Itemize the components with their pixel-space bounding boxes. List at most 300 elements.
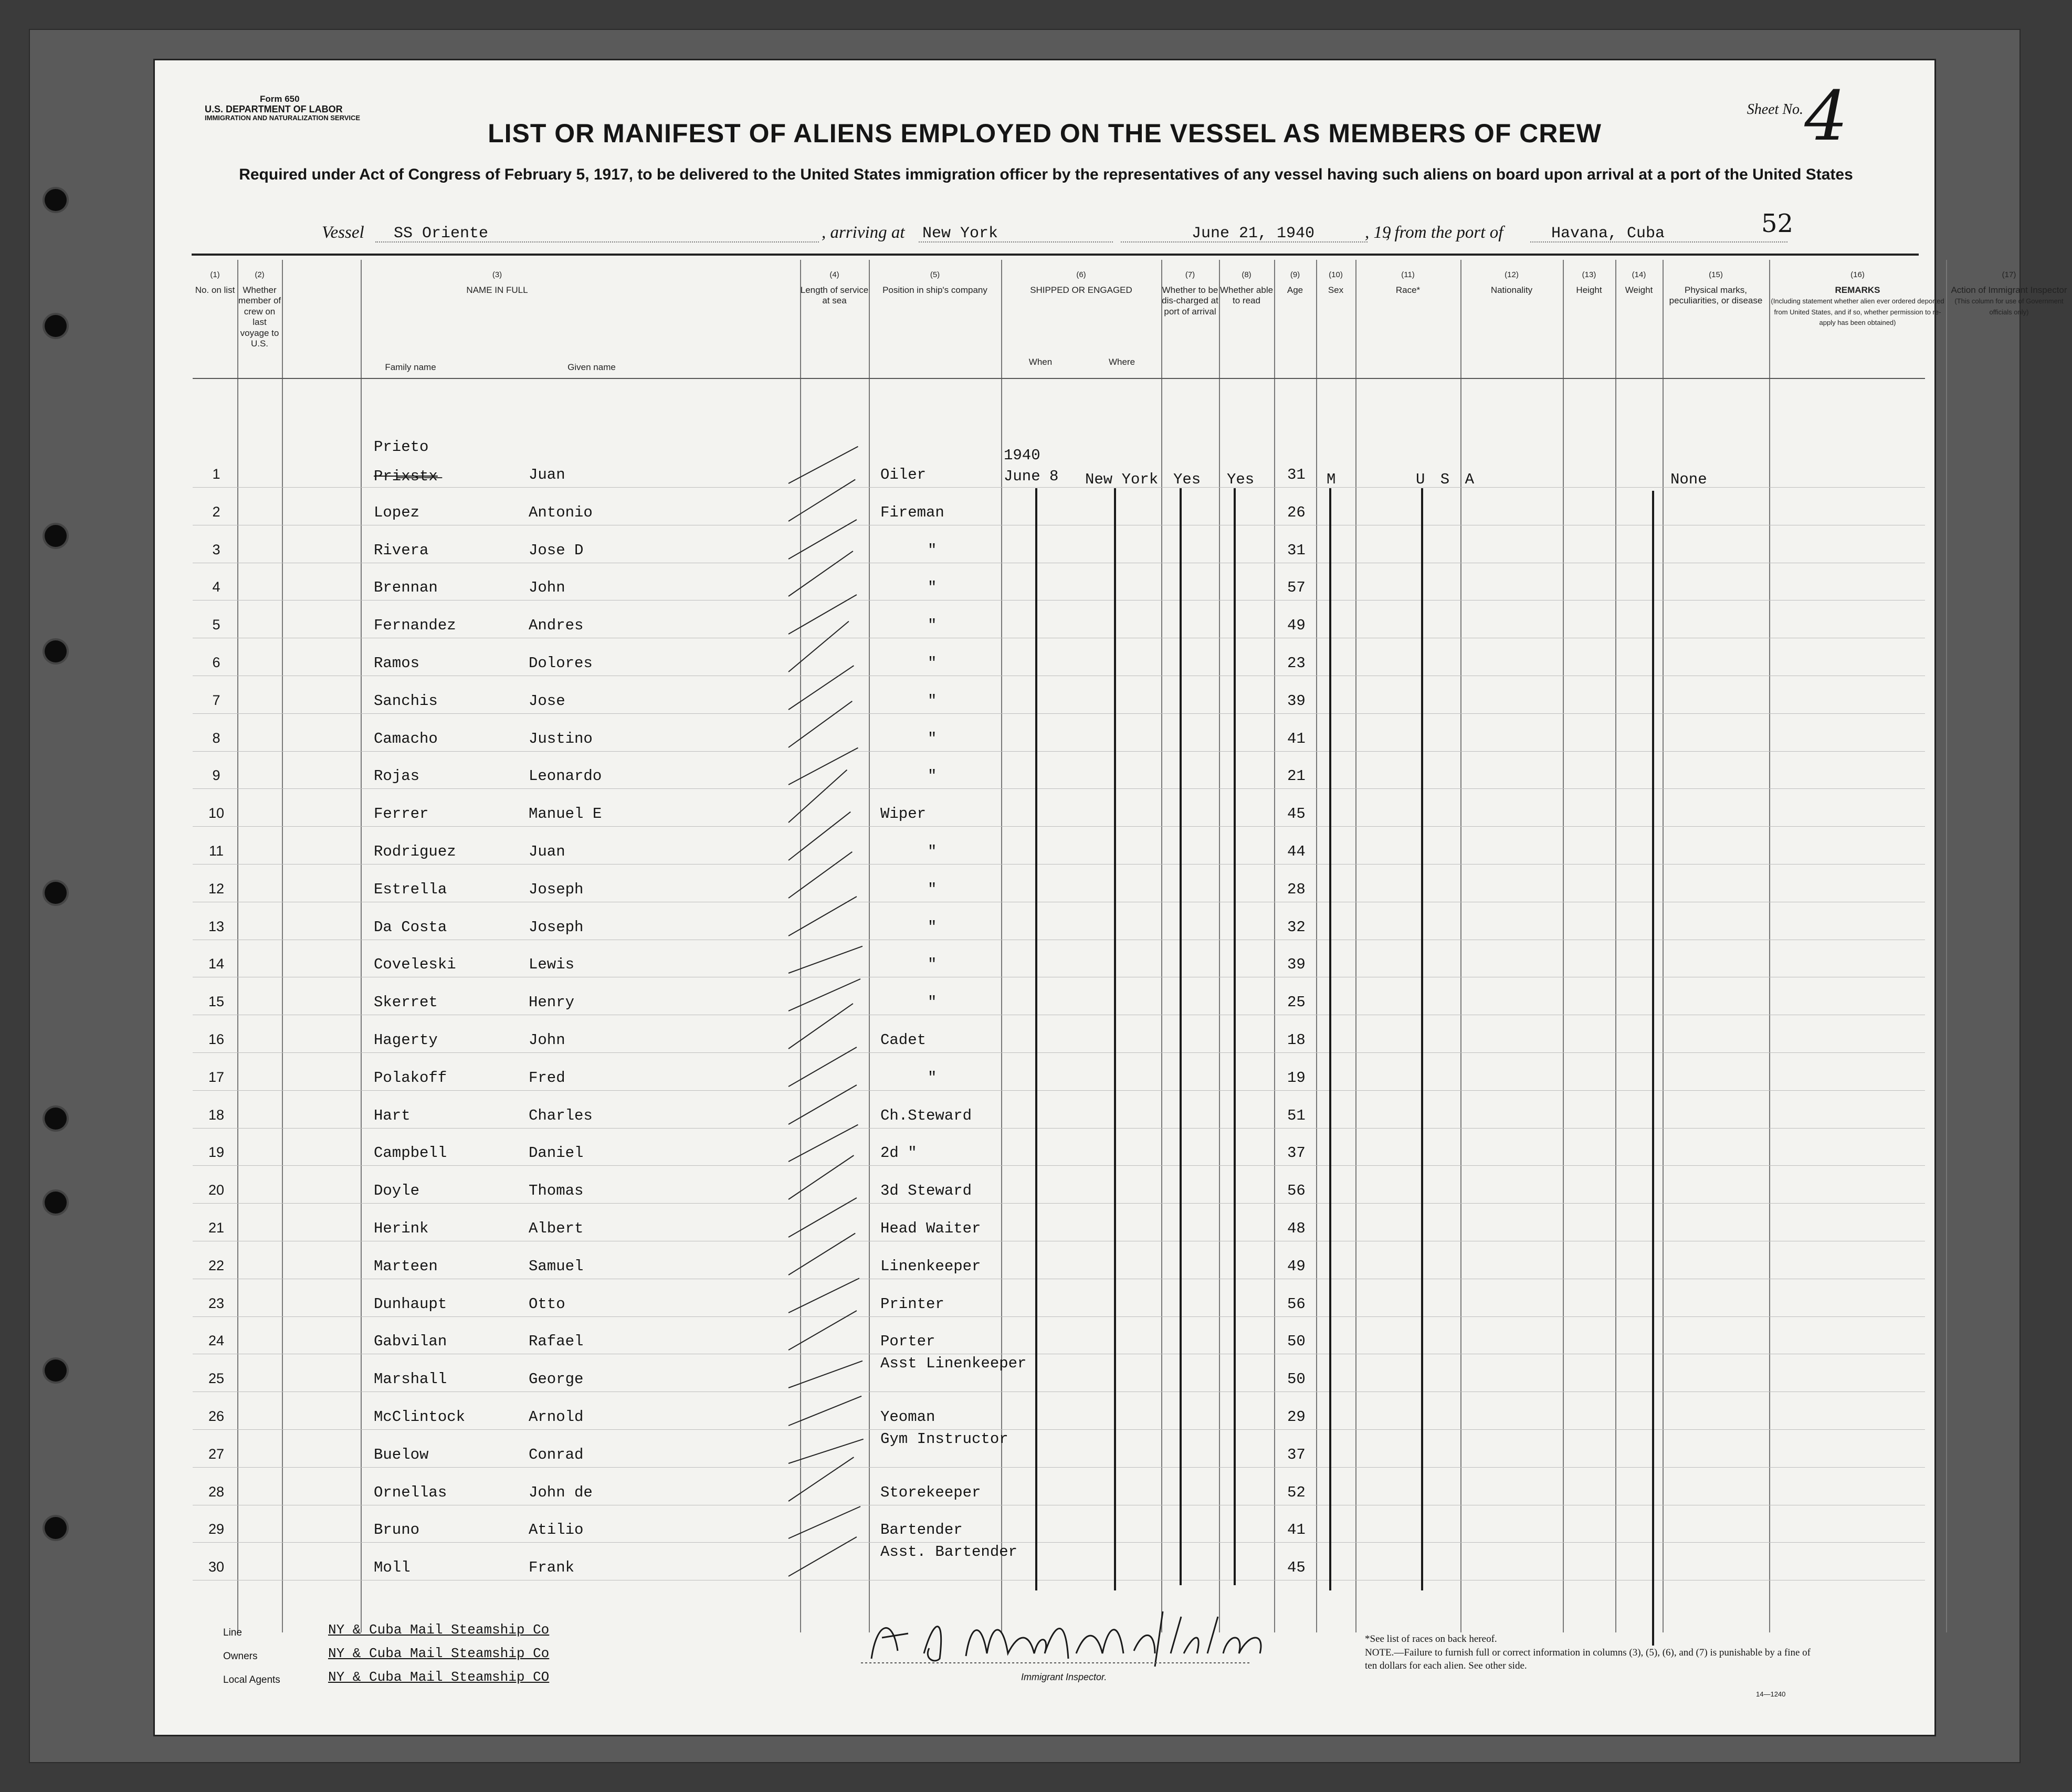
given-name: Albert <box>529 1220 584 1237</box>
column-number: (16) <box>1850 270 1865 279</box>
check-mark <box>788 851 853 899</box>
position: Head Waiter <box>880 1220 981 1237</box>
given-name: Rafael <box>529 1333 584 1351</box>
column-title: Whether member of crew on last voyage to U.S. <box>238 285 281 349</box>
position: Oiler <box>880 466 927 483</box>
column-divider <box>1219 260 1220 1632</box>
family-name: Doyle <box>374 1182 420 1200</box>
age: 45 <box>1287 1559 1306 1577</box>
row-number: 25 <box>208 1371 225 1387</box>
age: 50 <box>1287 1371 1306 1388</box>
crew-table <box>193 260 2067 1632</box>
position: " <box>928 767 937 785</box>
age: 49 <box>1287 617 1306 635</box>
column-title: Age <box>1287 285 1303 295</box>
row-rule <box>193 1128 1925 1129</box>
column-number: (4) <box>829 270 839 279</box>
position: " <box>928 730 937 747</box>
check-mark <box>788 446 858 484</box>
column-header <box>1460 270 1563 296</box>
binder-hole <box>45 640 67 662</box>
age: 26 <box>1287 503 1306 521</box>
family-name: Coveleski <box>374 956 456 974</box>
given-name: Fred <box>529 1069 565 1087</box>
row-rule <box>193 826 1925 827</box>
column-title: REMARKS <box>1835 285 1880 295</box>
age: 37 <box>1287 1446 1306 1463</box>
races-note: *See list of races on back hereof. <box>1365 1633 1497 1645</box>
column-divider <box>1161 260 1162 1632</box>
column-number: (11) <box>1401 270 1415 279</box>
age: 49 <box>1287 1257 1306 1275</box>
given-name: Juan <box>529 466 565 483</box>
column-number: (15) <box>1709 270 1723 279</box>
check-mark <box>788 1155 854 1200</box>
column-number: (5) <box>930 270 940 279</box>
sheet-number: 4 <box>1804 76 1848 156</box>
given-name: Juan <box>529 843 565 860</box>
from-port-label: , from the port of <box>1386 223 1503 242</box>
year-label: , 19 <box>1365 223 1391 242</box>
struck-family-name: Pri̶x̶s̶t̶x̶ <box>374 468 438 485</box>
row-rule <box>193 1467 1925 1468</box>
row-rule <box>193 1165 1925 1166</box>
row-number: 28 <box>208 1483 225 1500</box>
binder-hole <box>45 189 67 211</box>
family-name: Rojas <box>374 767 420 785</box>
column-number: (12) <box>1505 270 1519 279</box>
age: 31 <box>1287 466 1306 483</box>
column-header <box>237 270 282 349</box>
column-header <box>1615 270 1663 296</box>
family-name: Bruno <box>374 1521 420 1539</box>
position: " <box>928 579 937 597</box>
form-number: Form 650 <box>260 94 300 104</box>
given-name: Jose <box>529 692 565 710</box>
local-agents-value: NY & Cuba Mail Steamship CO <box>328 1669 550 1685</box>
column-subheader: Given name <box>567 362 616 372</box>
column-number: (2) <box>255 270 265 279</box>
age: 57 <box>1287 579 1306 597</box>
column-divider <box>1316 260 1317 1632</box>
family-name: Gabvilan <box>374 1333 447 1351</box>
column-header <box>1219 270 1274 307</box>
row-number: 10 <box>208 805 225 821</box>
family-name: Moll <box>374 1559 411 1577</box>
vessel-label: Vessel <box>322 223 364 242</box>
family-name: Marshall <box>374 1371 447 1388</box>
check-mark <box>788 701 853 748</box>
family-name: McClintock <box>374 1408 466 1426</box>
check-mark <box>788 551 853 597</box>
family-name: Polakoff <box>374 1069 447 1087</box>
row-number: 2 <box>212 503 220 520</box>
family-name-correction: Prieto <box>374 438 429 456</box>
owners-value: NY & Cuba Mail Steamship Co <box>328 1646 550 1661</box>
given-name: Samuel <box>529 1257 584 1275</box>
row-number: 11 <box>208 843 224 859</box>
check-mark <box>788 479 855 521</box>
vessel-name: SS Oriente <box>394 225 489 243</box>
family-name: Ornellas <box>374 1483 447 1501</box>
given-name: Conrad <box>529 1446 584 1463</box>
age: 41 <box>1287 1521 1306 1539</box>
column-header <box>869 270 1001 296</box>
age: 31 <box>1287 541 1306 559</box>
given-name: Henry <box>529 994 575 1011</box>
row-number: 21 <box>208 1220 225 1236</box>
row-rule <box>193 487 1925 488</box>
row-number: 20 <box>208 1182 225 1198</box>
row-number: 16 <box>208 1031 225 1047</box>
row-rule <box>193 751 1925 752</box>
given-name: John de <box>529 1483 593 1501</box>
given-name: Jose D <box>529 541 584 559</box>
position: " <box>928 880 937 898</box>
given-name: Antonio <box>529 503 593 521</box>
age: 45 <box>1287 805 1306 823</box>
given-name: Thomas <box>529 1182 584 1200</box>
binder-hole <box>45 1517 67 1539</box>
column-title: Whether able to read <box>1219 285 1274 306</box>
family-name: Campbell <box>374 1144 447 1162</box>
ditto-line <box>1652 491 1654 1646</box>
position: Porter <box>880 1333 935 1351</box>
position: Bartender <box>880 1521 963 1539</box>
row-number: 19 <box>208 1144 225 1161</box>
check-mark <box>788 1278 860 1313</box>
sheet-number-label: Sheet No. <box>1747 101 1803 118</box>
check-mark <box>788 946 863 974</box>
check-mark <box>788 665 854 710</box>
family-name: Herink <box>374 1220 429 1237</box>
row-number: 1 <box>212 466 220 482</box>
manifest-sheet <box>155 60 2067 1735</box>
row-rule <box>193 1052 1925 1053</box>
position: " <box>928 843 937 860</box>
column-title: Action of Immigrant Inspector <box>1951 285 2067 295</box>
binder-hole <box>45 882 67 904</box>
column-divider <box>237 260 238 1632</box>
age: 56 <box>1287 1182 1306 1200</box>
family-name: Lopez <box>374 503 420 521</box>
column-title: No. on list <box>195 285 235 295</box>
given-name: Daniel <box>529 1144 584 1162</box>
position: " <box>928 918 937 936</box>
row-number: 9 <box>212 767 220 784</box>
ditto-line <box>1114 488 1116 1590</box>
column-title: Whether to be dis-charged at port of arrival <box>1162 285 1218 317</box>
column-title: Weight <box>1625 285 1653 295</box>
family-name: Rodriguez <box>374 843 456 860</box>
column-header <box>282 270 712 296</box>
inspector-label: Immigrant Inspector. <box>1021 1672 1107 1682</box>
column-number: (8) <box>1242 270 1251 279</box>
position: Printer <box>880 1295 944 1313</box>
position: " <box>928 655 937 672</box>
age: 41 <box>1287 730 1306 747</box>
ditto-line <box>1035 488 1037 1590</box>
column-divider <box>1769 260 1770 1632</box>
header-bottom-rule <box>193 378 1925 379</box>
age: 44 <box>1287 843 1306 860</box>
age: 51 <box>1287 1106 1306 1124</box>
row-number: 5 <box>212 617 220 633</box>
row-number: 3 <box>212 541 220 557</box>
column-title: Sex <box>1328 285 1344 295</box>
binder-hole <box>45 1359 67 1382</box>
ditto-line <box>1329 488 1331 1590</box>
nationality-value: U S A <box>1416 471 1478 488</box>
able-to-read-value: Yes <box>1227 471 1255 488</box>
column-divider <box>1274 260 1275 1632</box>
check-mark <box>788 1361 863 1388</box>
family-name: Estrella <box>374 880 447 898</box>
family-name: Fernandez <box>374 617 456 635</box>
column-title: Length of service at sea <box>800 285 869 306</box>
column-divider <box>361 260 362 1632</box>
given-name: Andres <box>529 617 584 635</box>
column-divider <box>1001 260 1002 1632</box>
age: 18 <box>1287 1031 1306 1049</box>
check-mark <box>788 1396 862 1426</box>
departure-port: Havana, Cuba <box>1551 225 1665 243</box>
shipped-where: New York <box>1085 471 1159 488</box>
age: 32 <box>1287 918 1306 936</box>
family-name: Hagerty <box>374 1031 438 1049</box>
given-name: Frank <box>529 1559 575 1577</box>
position: Ch.Steward <box>880 1106 972 1124</box>
position: " <box>928 617 937 635</box>
binder-hole <box>45 525 67 547</box>
form-title: LIST OR MANIFEST OF ALIENS EMPLOYED ON THE VESSEL AS MEMBERS OF CREW <box>488 119 1602 148</box>
row-number: 24 <box>208 1333 225 1349</box>
row-number: 23 <box>208 1295 225 1311</box>
position: 2d " <box>880 1144 917 1162</box>
given-name: Arnold <box>529 1408 584 1426</box>
check-mark <box>788 1457 854 1502</box>
discharged-value: Yes <box>1173 471 1201 488</box>
position: " <box>928 541 937 559</box>
column-divider <box>1663 260 1664 1632</box>
column-header <box>1161 270 1219 317</box>
given-name: John <box>529 1031 565 1049</box>
family-name: Skerret <box>374 994 438 1011</box>
position: Cadet <box>880 1031 927 1049</box>
column-number: (14) <box>1632 270 1646 279</box>
ditto-line <box>1234 488 1236 1585</box>
column-header <box>1001 270 1161 296</box>
given-name: Otto <box>529 1295 565 1313</box>
column-subheader: Family name <box>385 362 436 372</box>
row-rule <box>193 1429 1925 1430</box>
shipped-date: June 8 <box>1004 468 1059 485</box>
column-number: (7) <box>1185 270 1195 279</box>
local-agents-label: Local Agents <box>223 1674 280 1685</box>
column-title: Nationality <box>1490 285 1533 295</box>
column-title: Height <box>1576 285 1602 295</box>
department-name: U.S. DEPARTMENT OF LABOR <box>205 103 343 114</box>
given-name: Manuel E <box>529 805 602 823</box>
check-mark <box>788 1506 861 1539</box>
family-name: Hart <box>374 1106 411 1124</box>
age: 56 <box>1287 1295 1306 1313</box>
age: 39 <box>1287 692 1306 710</box>
age: 23 <box>1287 655 1306 672</box>
row-number: 8 <box>212 730 220 746</box>
column-header <box>1274 270 1316 296</box>
row-number: 6 <box>212 655 220 670</box>
form-subtitle: Required under Act of Congress of February 5, 1917, to be delivered to the United States immigration officer by the representatives of any vessel having such aliens on board upon arrival at a port of the United States <box>239 166 1853 183</box>
row-rule <box>193 1090 1925 1091</box>
family-name: Da Costa <box>374 918 447 936</box>
column-divider <box>1946 260 1947 1632</box>
ditto-line <box>1421 488 1423 1590</box>
given-name: Joseph <box>529 918 584 936</box>
column-number: (9) <box>1290 270 1300 279</box>
age: 50 <box>1287 1333 1306 1351</box>
column-divider <box>800 260 801 1632</box>
row-rule <box>193 788 1925 789</box>
column-header <box>193 270 237 296</box>
age: 48 <box>1287 1220 1306 1237</box>
column-header <box>1946 270 2072 317</box>
row-number: 17 <box>208 1069 225 1085</box>
sex-value: M <box>1327 471 1336 488</box>
column-divider <box>1563 260 1564 1632</box>
row-rule <box>193 1542 1925 1543</box>
column-number: (3) <box>492 270 502 279</box>
family-name: Dunhaupt <box>374 1295 447 1313</box>
age: 28 <box>1287 880 1306 898</box>
column-divider <box>1460 260 1461 1632</box>
column-number: (10) <box>1329 270 1343 279</box>
column-divider <box>1615 260 1616 1632</box>
column-header <box>1355 270 1460 296</box>
age: 37 <box>1287 1144 1306 1162</box>
column-divider <box>282 260 283 1632</box>
column-title: Position in ship's company <box>882 285 987 295</box>
arriving-label: , arriving at <box>822 223 905 242</box>
family-name: Brennan <box>374 579 438 597</box>
inspector-signature <box>861 1601 1270 1669</box>
position: " <box>928 956 937 974</box>
family-name: Rivera <box>374 541 429 559</box>
row-number: 27 <box>208 1446 225 1462</box>
service-name: IMMIGRATION AND NATURALIZATION SERVICE <box>205 114 361 122</box>
row-number: 29 <box>208 1521 225 1537</box>
check-mark <box>788 1003 853 1049</box>
row-number: 7 <box>212 692 220 708</box>
row-rule <box>193 864 1925 865</box>
form-code: 14—1240 <box>1756 1690 1786 1698</box>
column-divider <box>869 260 870 1632</box>
check-mark <box>788 747 858 785</box>
position: " <box>928 1069 937 1087</box>
position: 3d Steward <box>880 1182 972 1200</box>
check-mark <box>788 1124 858 1162</box>
row-number: 14 <box>208 956 225 972</box>
row-number: 4 <box>212 579 220 595</box>
column-number: (13) <box>1582 270 1596 279</box>
given-name: Lewis <box>529 956 575 974</box>
column-subheader: When <box>1028 357 1053 367</box>
age: 19 <box>1287 1069 1306 1087</box>
arrival-port: New York <box>922 225 998 243</box>
column-number: (6) <box>1076 270 1086 279</box>
reference-number: 52 <box>1761 209 1794 238</box>
check-mark <box>788 811 850 861</box>
row-number: 13 <box>208 918 225 934</box>
family-name: Marteen <box>374 1257 438 1275</box>
column-header <box>1563 270 1615 296</box>
given-name: Dolores <box>529 655 593 672</box>
position: Fireman <box>880 503 944 521</box>
family-name: Ferrer <box>374 805 429 823</box>
column-number: (1) <box>210 270 220 279</box>
binder-hole <box>45 315 67 337</box>
given-name: Leonardo <box>529 767 602 785</box>
column-number: (17) <box>2002 270 2016 279</box>
column-divider <box>1355 260 1356 1632</box>
position: Wiper <box>880 805 927 823</box>
column-title: NAME IN FULL <box>466 285 528 295</box>
row-number: 15 <box>208 994 225 1010</box>
column-header <box>1316 270 1355 296</box>
form-note <box>1365 1632 1816 1673</box>
position: " <box>928 692 937 710</box>
family-name: Camacho <box>374 730 438 747</box>
column-title: SHIPPED OR ENGAGED <box>1030 285 1132 295</box>
ditto-line <box>1180 488 1182 1585</box>
column-header <box>800 270 869 307</box>
header-rule <box>192 254 1919 256</box>
column-header <box>1769 270 1946 328</box>
physical-marks-value: None <box>1670 471 1707 488</box>
check-mark <box>788 978 861 1011</box>
binder-hole <box>45 1192 67 1214</box>
row-number: 30 <box>208 1559 225 1575</box>
position: Storekeeper <box>880 1483 981 1501</box>
column-header <box>1663 270 1769 307</box>
position: Gym Instructor <box>880 1430 1008 1448</box>
column-note: (This column for use of Government officials only) <box>1954 297 2064 316</box>
age: 39 <box>1287 956 1306 974</box>
line-label: Line <box>223 1627 242 1638</box>
binder-hole <box>45 1108 67 1130</box>
penalty-note: NOTE.—Failure to furnish full or correct information in columns (3), (5), (6), and (7) is punishable by a fine of ten dollars for each alien. See other side. <box>1365 1647 1811 1672</box>
row-number: 22 <box>208 1257 225 1273</box>
family-name: Sanchis <box>374 692 438 710</box>
arrival-date: June 21, 1940 <box>1192 225 1315 243</box>
age: 21 <box>1287 767 1306 785</box>
column-note: (Including statement whether alien ever ordered deported from United States, and if so, whether permission to re-apply has been obtained) <box>1771 297 1944 327</box>
age: 52 <box>1287 1483 1306 1501</box>
owners-label: Owners <box>223 1651 258 1662</box>
given-name: George <box>529 1371 584 1388</box>
age: 29 <box>1287 1408 1306 1426</box>
position: Linenkeeper <box>880 1257 981 1275</box>
family-name: Ramos <box>374 655 420 672</box>
column-subheader: Where <box>1108 357 1135 367</box>
given-name: Justino <box>529 730 593 747</box>
row-rule <box>193 713 1925 714</box>
age: 25 <box>1287 994 1306 1011</box>
given-name: Atilio <box>529 1521 584 1539</box>
position: " <box>928 994 937 1011</box>
position: Asst. Bartender <box>880 1543 1018 1561</box>
check-mark <box>788 1232 855 1275</box>
